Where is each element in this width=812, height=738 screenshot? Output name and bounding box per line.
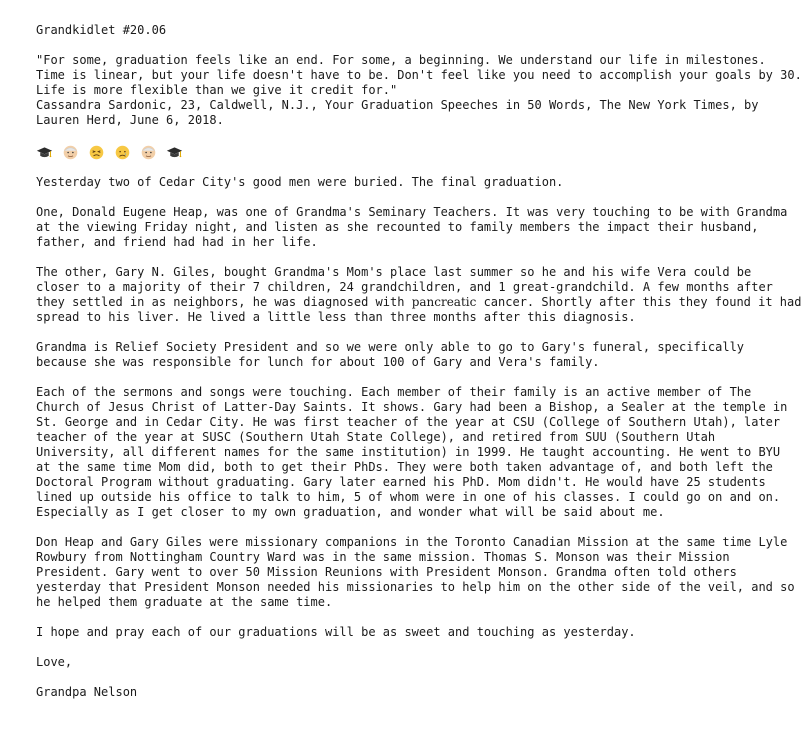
- text-line: at the viewing Friday night, and listen as she recounted to family members the impact their husband,: [36, 220, 759, 234]
- quote-line: Time is linear, but your life doesn't have to be. Don't feel like you need to accomplish your goals by 30.: [36, 68, 802, 82]
- text-line: Don Heap and Gary Giles were missionary companions in the Toronto Canadian Mission at the same time Lyle: [36, 535, 788, 549]
- closing-line: I hope and pray each of our graduations will be as sweet and touching as yesterday.: [36, 625, 636, 639]
- paragraph: [36, 205, 802, 250]
- quote-attribution: Lauren Herd, June 6, 2018.: [36, 113, 224, 127]
- sign-off: Love,: [36, 655, 73, 669]
- graduation-cap-icon: [166, 144, 183, 161]
- paragraph: [36, 340, 802, 370]
- emoji-row: [36, 143, 802, 161]
- persevering-face-icon: [88, 144, 105, 161]
- old-man-face-icon: [62, 144, 79, 161]
- text-line: cancer. Shortly after this they found it had: [476, 295, 802, 309]
- text-line: closer to a majority of their 7 children, 24 grandchildren, and 1 great-grandchild. A few months after: [36, 280, 773, 294]
- text-line: The other, Gary N. Giles, bought Grandma's Mom's place last summer so he and his wife Vera could be: [36, 265, 752, 279]
- text-line: he helped them graduate at the same time.: [36, 595, 333, 609]
- text-line: they settled in as neighbors, he was diagnosed with: [36, 295, 412, 309]
- text-line: Rowbury from Nottingham Country Ward was in the same mission. Thomas S. Monson was their Mission: [36, 550, 730, 564]
- quote-line: "For some, graduation feels like an end. For some, a beginning. We understand our life in milestones.: [36, 53, 766, 67]
- text-line: lined up outside his office to talk to him, 5 of whom were in one of his classes. I could go on and on.: [36, 490, 781, 504]
- quote-attribution: Cassandra Sardonic, 23, Caldwell, N.J., Your Graduation Speeches in 50 Words, The New York Times, by: [36, 98, 759, 112]
- text-line: Grandma is Relief Society President and so we were only able to go to Gary's funeral, specifically: [36, 340, 745, 354]
- text-line: Doctoral Program without graduating. Gary later earned his PhD. Mom didn't. He would have 25 students: [36, 475, 766, 489]
- text-line: President. Gary went to over 50 Mission Reunions with President Monson. Grandma often told others: [36, 565, 737, 579]
- text-line: teacher of the year at SUSC (Southern Utah State College), and retired from SUU (Southern Utah: [36, 430, 716, 444]
- text-line: yesterday that President Monson needed his missionaries to help him on the other side of the veil, and so: [36, 580, 795, 594]
- text-line: Especially as I get closer to my own graduation, and wonder what will be said about me.: [36, 505, 665, 519]
- paragraph: [36, 385, 802, 520]
- text-line: at the same time Mom did, both to get their PhDs. They were both taken advantage of, and both left the: [36, 460, 773, 474]
- text-line: University, all different names for the same institution) in 1999. He taught accounting. He went to BYU: [36, 445, 781, 459]
- pancreatic-word: pancreatic: [411, 295, 477, 309]
- text-line: father, and friend had had in her life.: [36, 235, 318, 249]
- text-line: Each of the sermons and songs were touching. Each member of their family is an active member of The: [36, 385, 752, 399]
- old-man-face-icon: [140, 144, 157, 161]
- text-line: spread to his liver. He lived a little less than three months after this diagnosis.: [36, 310, 636, 324]
- quote-block: [36, 53, 802, 128]
- graduation-cap-icon: [36, 144, 53, 161]
- paragraph: [36, 265, 802, 325]
- post-title: Grandkidlet #20.06: [36, 23, 167, 37]
- text-line: St. George and in Cedar City. He was first teacher of the year at CSU (College of Southern Utah), later: [36, 415, 781, 429]
- paragraph: Yesterday two of Cedar City's good men were buried. The final graduation.: [36, 175, 564, 189]
- text-line: Church of Jesus Christ of Latter-Day Saints. It shows. Gary had been a Bishop, a Sealer at the temple in: [36, 400, 788, 414]
- quote-line: Life is more flexible than we give it credit for.": [36, 83, 398, 97]
- sad-face-icon: [114, 144, 131, 161]
- signature: Grandpa Nelson: [36, 685, 138, 699]
- text-line: One, Donald Eugene Heap, was one of Grandma's Seminary Teachers. It was very touching to be with Grandma: [36, 205, 788, 219]
- text-line: because she was responsible for lunch for about 100 of Gary and Vera's family.: [36, 355, 600, 369]
- paragraph: [36, 535, 802, 610]
